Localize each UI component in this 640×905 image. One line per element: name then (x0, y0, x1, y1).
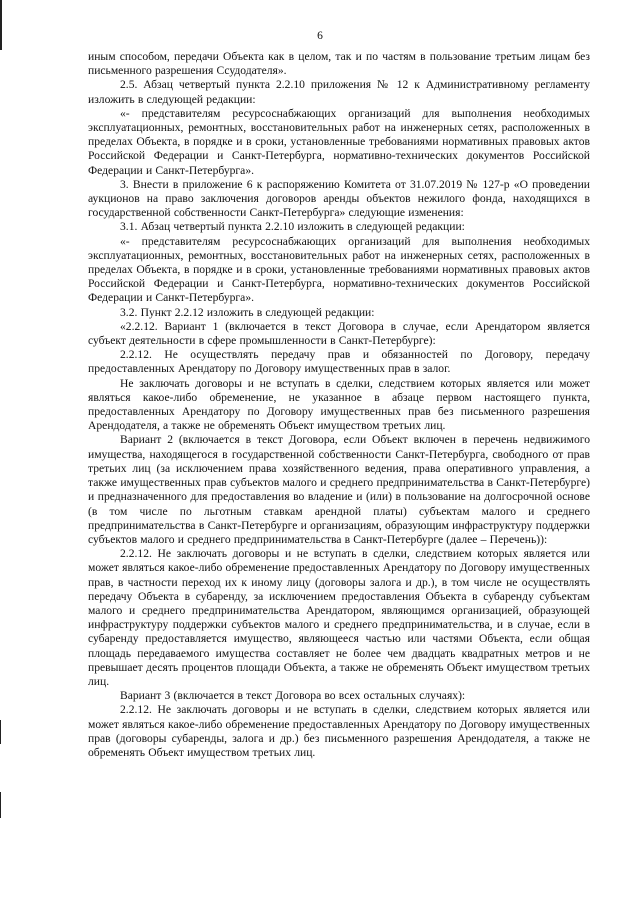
paragraph-quote-resource-orgs-2: «- представителям ресурсоснабжающих организаций для выполнения необходимых эксплуатационных, ремонтных, восстановительных работ на инженерных сетях, расположенных в пределах Объекта, в порядке и в сроки, установленные требованиями нормативных правовых актов Российской Федерации и Санкт-Петербурга, нормативно-технических документов Российской Федерации и Санкт-Петербурга». (88, 234, 590, 305)
paragraph-variant-1: «2.2.12. Вариант 1 (включается в текст Договора в случае, если Арендатором является субъект деятельности в сфере промышленности в Санкт-Петербурге): (88, 319, 590, 348)
scan-edge-top (0, 0, 2, 50)
document-body (88, 50, 590, 760)
paragraph-variant-3: Вариант 3 (включается в текст Договора во всех остальных случаях): (120, 689, 466, 703)
paragraph-quote-resource-orgs: «- представителям ресурсоснабжающих организаций для выполнения необходимых эксплуатационных, ремонтных, восстановительных работ на инженерных сетях, расположенных в пределах Объекта, в порядке и в сроки, установленные требованиями нормативных правовых актов Российской Федерации и Санкт-Петербурга, нормативно-технических документов Российской Федерации и Санкт-Петербурга». (88, 106, 590, 177)
paragraph-3: 3. Внести в приложение 6 к распоряжению Комитета от 31.07.2019 № 127-р «О проведении аукционов на право заключения договоров аренды объектов нежилого фонда, находящихся в государственной собственности Санкт-Петербурга» следующие изменения: (88, 177, 590, 220)
paragraph-continuation: иным способом, передачи Объекта как в целом, так и по частям в пользование третьим лицам без письменного разрешения Ссудодателя». (88, 50, 590, 78)
paragraph-3-2: 3.2. Пункт 2.2.12 изложить в следующей редакции: (120, 305, 375, 319)
page-number: 6 (317, 30, 323, 42)
scan-edge-bottom (0, 792, 1, 818)
scan-edge-middle (0, 720, 1, 744)
paragraph-variant-2: Вариант 2 (включается в текст Договора, если Объект включен в перечень недвижимого имущества, находящегося в государственной собственности Санкт-Петербурга, свободного от прав третьих лиц (за исключением права хозяйственного ведения, права оперативного управления, а также имущественных прав субъектов малого и среднего предпринимательства в Санкт-Петербурге) и предназначенного для предоставления во владение и (или) в пользование на долгосрочной основе (в том числе по льготным ставкам арендной платы) субъектам малого и среднего предпринимательства в Санкт-Петербурге и организациям, образующим инфраструктуру поддержки субъектов малого и среднего предпринимательства в Санкт-Петербурге (далее – Перечень)): (88, 433, 590, 546)
paragraph-no-encumbrance: Не заключать договоры и не вступать в сделки, следствием которых является или может являться какое-либо обременение, не указанное в абзаце первом настоящего пункта, предоставленных Арендатору по Договору имущественных прав без письменного разрешения Арендодателя, а также не обременять Объект имуществом третьих лиц. (88, 376, 590, 433)
paragraph-2-2-12-v2: 2.2.12. Не заключать договоры и не вступать в сделки, следствием которых является или может являться какое-либо обременение предоставленных Арендатору по Договору имущественных прав, в частности переход их к иному лицу (договоры залога и др.), в том числе не осуществлять передачу Объекта в субаренду, за исключением предоставления Объекта в субаренду субъектам малого и среднего предпринимательства Арендатором, являющимся организацией, образующей инфраструктуру поддержки субъектов малого и среднего предпринимательства, и в случае, если в субаренду предоставляется имущество, являющееся частью или частями Объекта, если общая площадь передаваемого имущества составляет не более чем двадцать квадратных метров и не превышает десять процентов площади Объекта, а также не обременять Объект имуществом третьих лиц. (88, 547, 590, 688)
paragraph-2-5: 2.5. Абзац четвертый пункта 2.2.10 приложения № 12 к Административному регламенту изложить в следующей редакции: (88, 78, 590, 106)
paragraph-2-2-12-v3: 2.2.12. Не заключать договоры и не вступать в сделки, следствием которых является или может являться какое-либо обременение предоставленных Арендатору по Договору имущественных прав (договоры субаренды, залога и др.) без письменного разрешения Арендодателя, а также не обременять Объект имуществом третьих лиц. (88, 703, 590, 759)
paragraph-2-2-12-v1: 2.2.12. Не осуществлять передачу прав и обязанностей по Договору, передачу предоставленных Арендатору по Договору имущественных прав в залог. (88, 348, 590, 376)
paragraph-3-1: 3.1. Абзац четвертый пункта 2.2.10 изложить в следующей редакции: (120, 220, 465, 234)
